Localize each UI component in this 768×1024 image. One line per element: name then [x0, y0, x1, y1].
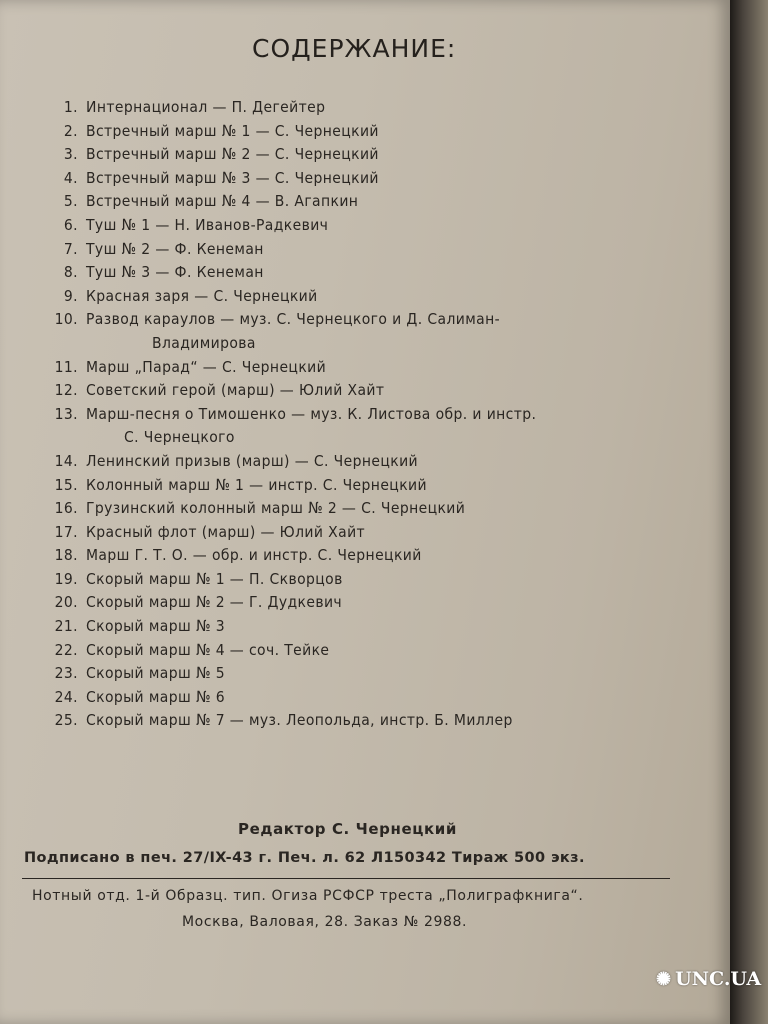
item-text: Грузинский колонный марш № 2 — С. Чернецкий	[86, 499, 466, 518]
list-item-continuation	[40, 332, 720, 356]
list-item	[40, 615, 720, 639]
item-text: Встречный марш № 4 — В. Агапкин	[86, 192, 359, 211]
item-number: 8.	[63, 263, 78, 282]
item-text: Туш № 2 — Ф. Кенеман	[86, 239, 264, 258]
list-item	[40, 544, 720, 568]
item-text: Красный флот (марш) — Юлий Хайт	[86, 522, 366, 541]
printer-line: Нотный отд. 1-й Образц. тип. Огиза РСФСР треста „Полиграфкнига“.	[32, 888, 584, 904]
item-number: 13.	[54, 404, 78, 423]
item-text: Колонный марш № 1 — инстр. С. Чернецкий	[86, 475, 427, 494]
item-number: 21.	[54, 617, 78, 636]
item-text: Марш „Парад“ — С. Чернецкий	[86, 357, 327, 376]
item-text: Встречный марш № 3 — С. Чернецкий	[86, 168, 379, 187]
item-text: Туш № 3 — Ф. Кенеман	[86, 263, 264, 282]
list-item	[40, 474, 720, 498]
item-number: 1.	[63, 98, 78, 116]
item-number: 7.	[63, 239, 78, 258]
list-item	[40, 709, 720, 733]
item-text: Скорый марш № 7 — муз. Леопольда, инстр. Б. Миллер	[86, 711, 513, 730]
item-text: Встречный марш № 2 — С. Чернецкий	[86, 145, 379, 164]
list-item	[40, 662, 720, 686]
list-item	[40, 403, 720, 427]
item-text: Марш-песня о Тимошенко — муз. К. Листова обр. и инстр.	[86, 404, 537, 423]
item-number: 6.	[63, 215, 78, 234]
item-number: 12.	[54, 381, 78, 400]
list-item	[40, 96, 720, 120]
item-text: Интернационал — П. Дегейтер	[86, 98, 326, 116]
item-number: 17.	[54, 522, 78, 541]
item-text: Скорый марш № 2 — Г. Дудкевич	[86, 593, 343, 612]
list-item	[40, 308, 720, 332]
item-text: Скорый марш № 4 — соч. Тейке	[86, 640, 330, 659]
list-item	[40, 190, 720, 214]
item-number: 2.	[63, 121, 78, 140]
item-text: Скорый марш № 6	[86, 687, 225, 706]
item-number: 5.	[63, 192, 78, 211]
star-icon: ✺	[656, 968, 672, 990]
list-item	[40, 521, 720, 545]
list-item	[40, 497, 720, 521]
address-line: Москва, Валовая, 28. Заказ № 2988.	[182, 914, 468, 930]
item-number: 15.	[54, 475, 78, 494]
item-text: Советский герой (марш) — Юлий Хайт	[86, 381, 385, 400]
item-text: Ленинский призыв (марш) — С. Чернецкий	[86, 451, 419, 470]
list-item	[40, 379, 720, 403]
item-number: 11.	[54, 357, 78, 376]
item-number: 18.	[54, 546, 78, 565]
item-number: 3.	[63, 145, 78, 164]
list-item	[40, 143, 720, 167]
item-text: Скорый марш № 3	[86, 617, 225, 636]
item-number: 14.	[54, 451, 78, 470]
watermark-logo	[656, 968, 761, 990]
item-number: 10.	[54, 310, 78, 329]
item-text-continuation: Владимирова	[152, 333, 256, 352]
print-info-line: Подписано в печ. 27/IX-43 г. Печ. л. 62 Л150342 Тираж 500 экз.	[24, 850, 585, 866]
list-item	[40, 214, 720, 238]
item-text: Марш Г. Т. О. — обр. и инстр. С. Чернецкий	[86, 546, 422, 565]
list-item	[40, 261, 720, 285]
table-of-contents	[40, 96, 720, 733]
list-item-continuation	[40, 426, 720, 450]
list-item	[40, 285, 720, 309]
list-item	[40, 450, 720, 474]
item-number: 20.	[54, 593, 78, 612]
list-item	[40, 639, 720, 663]
list-item	[40, 686, 720, 710]
item-number: 25.	[54, 711, 78, 730]
list-item	[40, 591, 720, 615]
item-number: 4.	[63, 168, 78, 187]
item-text: Скорый марш № 1 — П. Скворцов	[86, 569, 343, 588]
list-item	[40, 568, 720, 592]
indent-spacer	[40, 332, 86, 356]
list-item	[40, 167, 720, 191]
indent-spacer	[40, 426, 86, 450]
item-text: Красная заря — С. Чернецкий	[86, 286, 318, 305]
list-item	[40, 356, 720, 380]
item-number: 19.	[54, 569, 78, 588]
list-item	[40, 120, 720, 144]
item-text: Скорый марш № 5	[86, 664, 225, 683]
watermark-text: UNC.UA	[675, 968, 762, 990]
editor-line: Редактор С. Чернецкий	[238, 820, 457, 838]
item-text: Туш № 1 — Н. Иванов-Радкевич	[86, 215, 329, 234]
page-edge-shadow	[730, 0, 768, 1024]
item-number: 23.	[54, 664, 78, 683]
item-text-continuation: С. Чернецкого	[124, 428, 235, 447]
item-number: 22.	[54, 640, 78, 659]
page-title: СОДЕРЖАНИЕ:	[252, 34, 457, 63]
list-item	[40, 238, 720, 262]
item-number: 9.	[63, 286, 78, 305]
divider	[22, 878, 670, 879]
item-text: Встречный марш № 1 — С. Чернецкий	[86, 121, 379, 140]
item-text: Развод караулов — муз. С. Чернецкого и Д. Салиман-	[86, 310, 501, 329]
item-number: 16.	[54, 499, 78, 518]
item-number: 24.	[54, 687, 78, 706]
